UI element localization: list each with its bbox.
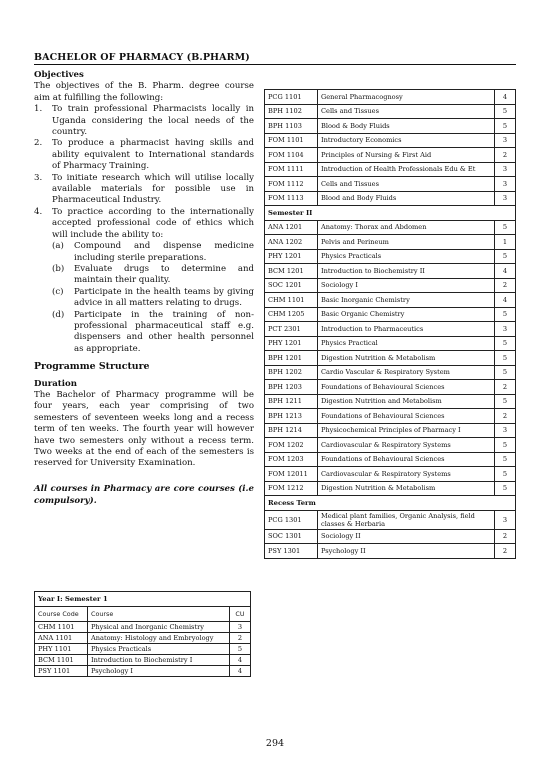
table-row bbox=[35, 655, 251, 666]
course-code-cell: CHM 1101 bbox=[265, 293, 318, 308]
year1-semester1-table bbox=[34, 591, 251, 677]
course-code-cell: PHY 1201 bbox=[265, 336, 318, 351]
course-code-cell: FOM 12011 bbox=[265, 467, 318, 482]
course-code-cell: BCM 1201 bbox=[265, 264, 318, 279]
table-row bbox=[265, 322, 516, 337]
course-title-cell: Cardio Vascular & Respiratory System bbox=[318, 365, 495, 380]
programme-structure-title: Programme Structure bbox=[34, 361, 150, 373]
credit-units-cell: 5 bbox=[495, 365, 516, 380]
course-code-cell: BPH 1213 bbox=[265, 409, 318, 424]
course-title-cell: Physicochemical Principles of Pharmacy I bbox=[318, 423, 495, 438]
course-code-cell: CHM 1205 bbox=[265, 307, 318, 322]
credit-units-cell: 5 bbox=[495, 438, 516, 453]
credit-units-cell: 2 bbox=[495, 380, 516, 395]
recess-section bbox=[265, 496, 516, 511]
course-title-cell: Anatomy: Histology and Embryology bbox=[88, 633, 230, 644]
credit-units-cell: 3 bbox=[495, 133, 516, 148]
credit-units-cell: 3 bbox=[495, 322, 516, 337]
table-header-row bbox=[35, 607, 251, 622]
table-row bbox=[265, 191, 516, 206]
semester2-rows bbox=[265, 220, 516, 496]
credit-units-cell: 5 bbox=[495, 336, 516, 351]
credit-units-cell: 5 bbox=[495, 467, 516, 482]
objective-item bbox=[34, 207, 254, 355]
course-title-cell: Medical plant families, Organic Analysis, field classes & Herbaria bbox=[318, 510, 495, 529]
credit-units-cell: 4 bbox=[495, 293, 516, 308]
credit-units-cell: 5 bbox=[495, 249, 516, 264]
table-caption-row bbox=[35, 592, 251, 607]
objective-number: 4. bbox=[34, 206, 43, 217]
duration-title: Duration bbox=[34, 378, 78, 389]
course-code-cell: PSY 1101 bbox=[35, 666, 88, 677]
course-title-cell: Cardiovascular & Respiratory Systems bbox=[318, 467, 495, 482]
table-row bbox=[265, 544, 516, 559]
table-row bbox=[265, 394, 516, 409]
header-course: Course bbox=[88, 607, 230, 622]
table-row bbox=[265, 278, 516, 293]
objective-item bbox=[34, 104, 254, 138]
course-code-cell: ANA 1202 bbox=[265, 235, 318, 250]
course-title-cell: Introduction to Biochemistry II bbox=[318, 264, 495, 279]
objective-item bbox=[34, 138, 254, 172]
course-title-cell: Digestion Nutrition and Metabolism bbox=[318, 394, 495, 409]
credit-units-cell: 3 bbox=[495, 177, 516, 192]
table-row bbox=[265, 104, 516, 119]
course-title-cell: Foundations of Behavioural Sciences bbox=[318, 409, 495, 424]
course-title-cell: Psychology I bbox=[88, 666, 230, 677]
table-row bbox=[265, 177, 516, 192]
course-title-cell: Cells and Tissues bbox=[318, 104, 495, 119]
course-title-cell: Foundations of Behavioural Sciences bbox=[318, 380, 495, 395]
left-column bbox=[34, 70, 254, 507]
course-code-cell: BPH 1102 bbox=[265, 104, 318, 119]
course-code-cell: BPH 1103 bbox=[265, 119, 318, 134]
sub-objective-text: Participate in the health teams by giving advice in all matters relating to drugs. bbox=[74, 286, 254, 309]
course-title-cell: Blood & Body Fluids bbox=[318, 119, 495, 134]
course-code-cell: PHY 1201 bbox=[265, 249, 318, 264]
table-row bbox=[265, 510, 516, 529]
credit-units-cell: 3 bbox=[230, 622, 251, 633]
sub-objective-letter: (c) bbox=[52, 286, 64, 297]
objective-number: 1. bbox=[34, 104, 43, 115]
course-code-cell: PSY 1301 bbox=[265, 544, 318, 559]
page-heading: BACHELOR OF PHARMACY (B.PHARM) bbox=[34, 52, 250, 63]
credit-units-cell: 3 bbox=[495, 510, 516, 529]
credit-units-cell: 4 bbox=[495, 90, 516, 105]
header-cu: CU bbox=[230, 607, 251, 622]
course-title-cell: Cells and Tissues bbox=[318, 177, 495, 192]
recess-title: Recess Term bbox=[265, 496, 516, 511]
course-title-cell: Foundations of Behavioural Sciences bbox=[318, 452, 495, 467]
course-code-cell: SOC 1301 bbox=[265, 529, 318, 544]
table-row bbox=[265, 380, 516, 395]
table-row bbox=[265, 336, 516, 351]
credit-units-cell: 4 bbox=[230, 655, 251, 666]
sub-objectives-list bbox=[52, 241, 254, 355]
semester2-section bbox=[265, 206, 516, 221]
objectives-list bbox=[34, 104, 254, 355]
sub-objective-item bbox=[52, 310, 254, 356]
table-row bbox=[265, 438, 516, 453]
table-row bbox=[265, 90, 516, 105]
table-row bbox=[265, 235, 516, 250]
objective-text: To train professional Pharmacists locally in Uganda considering the local needs of the country. bbox=[52, 104, 254, 138]
sub-objective-text: Evaluate drugs to determine and maintain their quality. bbox=[74, 263, 254, 286]
credit-units-cell: 3 bbox=[495, 162, 516, 177]
course-title-cell: Sociology II bbox=[318, 529, 495, 544]
credit-units-cell: 5 bbox=[230, 644, 251, 655]
course-code-cell: BPH 1203 bbox=[265, 380, 318, 395]
credit-units-cell: 5 bbox=[495, 307, 516, 322]
credit-units-cell: 4 bbox=[230, 666, 251, 677]
section-header-row bbox=[265, 206, 516, 221]
course-code-cell: BCM 1101 bbox=[35, 655, 88, 666]
credit-units-cell: 2 bbox=[495, 148, 516, 163]
course-code-cell: FOM 1104 bbox=[265, 148, 318, 163]
course-code-cell: BPH 1211 bbox=[265, 394, 318, 409]
table-row bbox=[265, 220, 516, 235]
course-code-cell: PCG 1101 bbox=[265, 90, 318, 105]
objective-text: To practice according to the internationally accepted professional code of ethics which will include the ability to: bbox=[52, 206, 254, 240]
credit-units-cell: 2 bbox=[495, 409, 516, 424]
course-code-cell: SOC 1201 bbox=[265, 278, 318, 293]
course-code-cell: FOM 1212 bbox=[265, 481, 318, 496]
section-header-row bbox=[265, 496, 516, 511]
course-title-cell: Pelvis and Perineum bbox=[318, 235, 495, 250]
course-code-cell: BPH 1202 bbox=[265, 365, 318, 380]
credit-units-cell: 3 bbox=[495, 191, 516, 206]
table-row bbox=[265, 452, 516, 467]
course-title-cell: Blood and Body Fluids bbox=[318, 191, 495, 206]
course-code-cell: PCT 2301 bbox=[265, 322, 318, 337]
sub-objective-letter: (b) bbox=[52, 263, 65, 274]
table-row bbox=[265, 307, 516, 322]
objectives-intro: The objectives of the B. Pharm. degree course aim at fulfilling the following: bbox=[34, 81, 254, 103]
course-code-cell: PHY 1101 bbox=[35, 644, 88, 655]
table-row bbox=[265, 423, 516, 438]
year-table-body bbox=[35, 622, 251, 677]
course-code-cell: FOM 1113 bbox=[265, 191, 318, 206]
course-title-cell: Physics Practicals bbox=[318, 249, 495, 264]
table-row bbox=[265, 351, 516, 366]
table-row bbox=[35, 633, 251, 644]
credit-units-cell: 2 bbox=[495, 278, 516, 293]
duration-text: The Bachelor of Pharmacy programme will be four years, each year comprising of two semesters of seventeen weeks long and a recess term of ten weeks. The fourth year will however have two semesters only without a recess term. Two weeks at the end of each of the semesters is reserved for University Examination. bbox=[34, 389, 254, 469]
course-title-cell: Anatomy: Thorax and Abdomen bbox=[318, 220, 495, 235]
course-code-cell: PCG 1301 bbox=[265, 510, 318, 529]
course-title-cell: Digestion Nutrition & Metabolism bbox=[318, 351, 495, 366]
course-code-cell: CHM 1101 bbox=[35, 622, 88, 633]
sub-objective-item bbox=[52, 287, 254, 310]
table-row bbox=[265, 133, 516, 148]
credit-units-cell: 2 bbox=[495, 529, 516, 544]
table-row bbox=[265, 148, 516, 163]
sub-objective-letter: (d) bbox=[52, 309, 65, 320]
course-title-cell: Psychology II bbox=[318, 544, 495, 559]
header-course-code: Course Code bbox=[35, 607, 88, 622]
heading-rule bbox=[34, 64, 516, 65]
table-row bbox=[265, 293, 516, 308]
credit-units-cell: 2 bbox=[230, 633, 251, 644]
sub-objective-letter: (a) bbox=[52, 241, 64, 252]
course-table-continued bbox=[264, 89, 516, 559]
table-row bbox=[35, 644, 251, 655]
course-code-cell: ANA 1101 bbox=[35, 633, 88, 644]
objectives-title: Objectives bbox=[34, 70, 84, 80]
semester1-rows bbox=[265, 90, 516, 206]
credit-units-cell: 5 bbox=[495, 220, 516, 235]
course-title-cell: Introduction of Health Professionals Edu & Et bbox=[318, 162, 495, 177]
credit-units-cell: 3 bbox=[495, 423, 516, 438]
table-row bbox=[265, 249, 516, 264]
sub-objective-item bbox=[52, 241, 254, 264]
table-row bbox=[265, 162, 516, 177]
course-code-cell: FOM 1111 bbox=[265, 162, 318, 177]
semester2-title: Semester II bbox=[265, 206, 516, 221]
course-code-cell: ANA 1201 bbox=[265, 220, 318, 235]
table-row bbox=[265, 264, 516, 279]
credit-units-cell: 5 bbox=[495, 394, 516, 409]
credit-units-cell: 5 bbox=[495, 351, 516, 366]
table-row bbox=[265, 467, 516, 482]
course-code-cell: FOM 1112 bbox=[265, 177, 318, 192]
objective-item bbox=[34, 173, 254, 207]
table-row bbox=[265, 529, 516, 544]
course-code-cell: BPH 1201 bbox=[265, 351, 318, 366]
objective-text: To initiate research which will utilise locally available materials for possible use in Pharmaceutical Industry. bbox=[52, 172, 254, 206]
credit-units-cell: 5 bbox=[495, 104, 516, 119]
course-code-cell: FOM 1101 bbox=[265, 133, 318, 148]
course-code-cell: FOM 1203 bbox=[265, 452, 318, 467]
course-title-cell: Physics Practical bbox=[318, 336, 495, 351]
objective-text: To produce a pharmacist having skills and ability equivalent to International standards of Pharmacy Training. bbox=[52, 138, 254, 172]
course-title-cell: Basic Organic Chemistry bbox=[318, 307, 495, 322]
sub-objective-text: Participate in the training of non-professional pharmaceutical staff e.g. dispensers and other health personnel as appropriate. bbox=[74, 309, 254, 354]
course-title-cell: Introductory Economics bbox=[318, 133, 495, 148]
objective-number: 2. bbox=[34, 138, 43, 149]
table-row bbox=[35, 622, 251, 633]
objective-number: 3. bbox=[34, 172, 43, 183]
credit-units-cell: 4 bbox=[495, 264, 516, 279]
credit-units-cell: 2 bbox=[495, 544, 516, 559]
course-title-cell: Introduction to Pharmaceutics bbox=[318, 322, 495, 337]
course-title-cell: General Pharmacognosy bbox=[318, 90, 495, 105]
course-title-cell: Physics Practicals bbox=[88, 644, 230, 655]
sub-objective-item bbox=[52, 264, 254, 287]
course-title-cell: Sociology I bbox=[318, 278, 495, 293]
table-caption: Year I: Semester 1 bbox=[35, 592, 251, 607]
credit-units-cell: 5 bbox=[495, 481, 516, 496]
sub-objective-text: Compound and dispense medicine including sterile preparations. bbox=[74, 241, 254, 263]
course-title-cell: Physical and Inorganic Chemistry bbox=[88, 622, 230, 633]
page-number: 294 bbox=[265, 738, 285, 749]
table-row bbox=[265, 409, 516, 424]
course-title-cell: Cardiovascular & Respiratory Systems bbox=[318, 438, 495, 453]
table-row bbox=[35, 666, 251, 677]
table-row bbox=[265, 365, 516, 380]
recess-rows bbox=[265, 510, 516, 558]
course-title-cell: Basic Inorganic Chemistry bbox=[318, 293, 495, 308]
course-title-cell: Introduction to Biochemistry I bbox=[88, 655, 230, 666]
course-code-cell: FOM 1202 bbox=[265, 438, 318, 453]
table-row bbox=[265, 119, 516, 134]
course-code-cell: BPH 1214 bbox=[265, 423, 318, 438]
credit-units-cell: 5 bbox=[495, 119, 516, 134]
course-title-cell: Digestion Nutrition & Metabolism bbox=[318, 481, 495, 496]
credit-units-cell: 5 bbox=[495, 452, 516, 467]
table-row bbox=[265, 481, 516, 496]
credit-units-cell: 1 bbox=[495, 235, 516, 250]
course-title-cell: Principles of Nursing & First Aid bbox=[318, 148, 495, 163]
core-courses-note: All courses in Pharmacy are core courses (i.e compulsory). bbox=[34, 483, 254, 506]
